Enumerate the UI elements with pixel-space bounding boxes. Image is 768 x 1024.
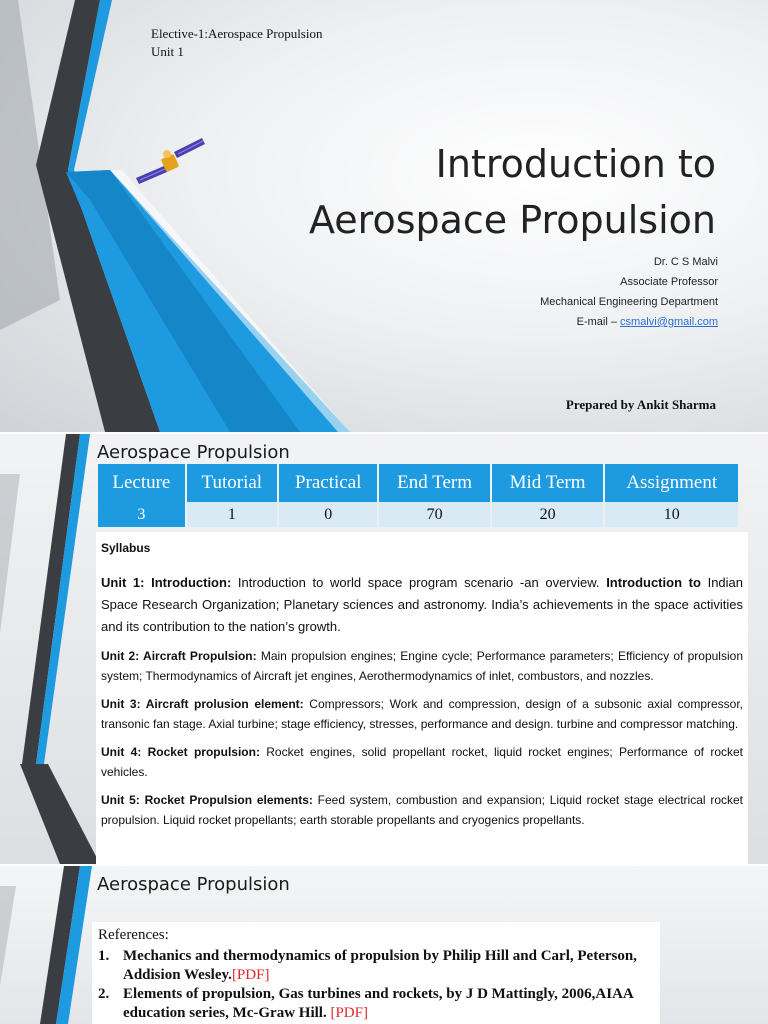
syllabus-slide (0, 434, 768, 864)
reference-text: Mechanics and thermodynamics of propulsion by Philip Hill and Carl, Peterson, Addision Wesley. (123, 948, 637, 983)
author-designation: Associate Professor (620, 276, 718, 288)
unit-text: Indian Space Research Organization; Planetary sciences and astronomy. India’s achievements in the space activities and its contribution to the nation’s growth. (101, 575, 744, 634)
table-cell: 70 (379, 502, 489, 527)
table-header-cell: Assignment (605, 464, 738, 502)
table-header-cell: Tutorial (187, 464, 277, 502)
pdf-link[interactable]: [PDF] (231, 967, 270, 983)
satellite-icon (134, 134, 206, 184)
title-slide (0, 0, 768, 432)
slide-title-line-1: Introduction to (435, 142, 716, 186)
unit-label: Unit 4: Rocket propulsion: (101, 745, 260, 759)
author-email-line (577, 316, 718, 328)
email-link[interactable]: csmalvi@gmail.com (620, 316, 718, 328)
syllabus-unit-1 (101, 572, 743, 638)
table-cell: 10 (605, 502, 738, 527)
list-item (98, 947, 654, 985)
unit-label: Introduction to (606, 575, 701, 590)
unit-text: Rocket engines, solid propellant rocket, liquid rocket engines; Performance of rocket vehicles. (101, 745, 744, 779)
syllabus-heading: Syllabus (101, 541, 151, 555)
syllabus-unit-3 (101, 694, 743, 734)
slide-heading: Aerospace Propulsion (97, 874, 290, 895)
table-header-cell: Practical (279, 464, 378, 502)
email-prefix: E-mail – (576, 316, 621, 328)
credits-value-row (98, 502, 738, 527)
table-cell: 0 (279, 502, 378, 527)
references-box (92, 922, 660, 1024)
table-cell: 1 (187, 502, 277, 527)
credits-table (96, 464, 740, 527)
references-slide (0, 866, 768, 1024)
author-name: Dr. C S Malvi (653, 256, 718, 268)
syllabus-box (96, 532, 748, 864)
list-item (98, 985, 654, 1023)
prepared-by: Prepared by Ankit Sharma (565, 397, 716, 412)
slide-title-line-2: Aerospace Propulsion (308, 198, 716, 242)
unit-text: Main propulsion engines; Engine cycle; Performance parameters; Efficiency of propulsion system; Thermodynamics of Aircraft jet engines, Aerothermodynamics of inlet, combustors, and nozzles. (101, 649, 743, 683)
unit-text: Introduction to world space program scenario -an overview. (231, 575, 607, 590)
syllabus-unit-4 (101, 742, 743, 782)
credits-header-row (98, 464, 738, 502)
course-name: Elective-1:Aerospace Propulsion (151, 26, 323, 41)
syllabus-unit-2 (101, 646, 743, 686)
table-header-cell: Mid Term (492, 464, 604, 502)
unit-label: Unit 2: Aircraft Propulsion: (101, 649, 257, 663)
table-cell: 3 (98, 502, 185, 527)
table-header-cell: End Term (379, 464, 489, 502)
unit-label: Unit 1: Introduction: (101, 575, 232, 590)
references-list (98, 947, 654, 1023)
reference-number: 2. (98, 986, 110, 1002)
reference-text: Elements of propulsion, Gas turbines and rockets, by J D Mattingly, 2006,AIAA education series, Mc-Graw Hill. (123, 986, 633, 1021)
unit-label: Unit 1 (151, 44, 184, 59)
unit-text: Feed system, combustion and expansion; Liquid rocket stage electrical rocket propulsion. Liquid rocket propellants; earth storable propellants and cryogenics propellants. (101, 793, 743, 827)
slide-heading: Aerospace Propulsion (97, 442, 290, 463)
table-header-cell: Lecture (98, 464, 185, 502)
syllabus-unit-5 (101, 790, 743, 830)
table-cell: 20 (492, 502, 604, 527)
pdf-link[interactable]: [PDF] (330, 1005, 368, 1021)
reference-number: 1. (98, 948, 110, 964)
references-heading: References: (98, 927, 169, 943)
unit-label: Unit 3: Aircraft prolusion element: (101, 697, 304, 711)
unit-text: Compressors; Work and compression, design of a subsonic axial compressor, transonic fan stage. Axial turbine; stage efficiency, stresses, performance and design. turbine and compressor matching. (101, 697, 744, 731)
unit-label: Unit 5: Rocket Propulsion elements: (101, 793, 313, 807)
author-department: Mechanical Engineering Department (540, 296, 718, 308)
